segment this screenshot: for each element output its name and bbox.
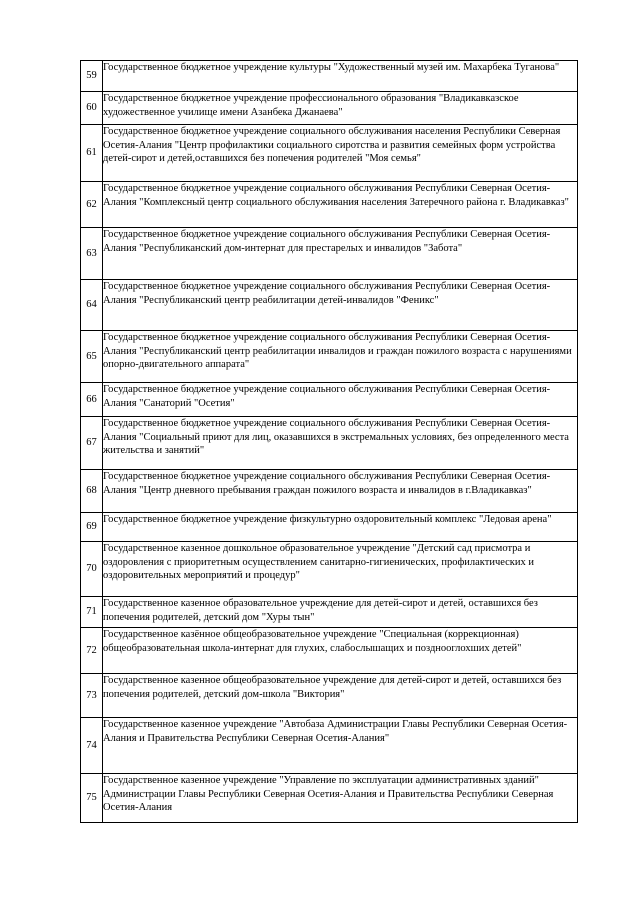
institution-cell — [103, 470, 578, 513]
table-row — [81, 61, 578, 92]
row-number: 73 — [81, 674, 103, 718]
institution-name: Государственное казенное учреждение "Управление по эксплуатации административных зданий" Администрации Главы Республики Северная Осетия-Алания и Правительства Республики Северная Осетия-Алания — [103, 775, 554, 814]
table-row — [81, 513, 578, 542]
row-number: 62 — [81, 182, 103, 228]
table-row — [81, 280, 578, 331]
institution-cell — [103, 182, 578, 228]
institution-cell — [103, 718, 578, 774]
institution-name: Государственное бюджетное учреждение социального обслуживания Республики Северная Осетия-Алания "Республиканский центр реабилитации детей-инвалидов "Феникс" — [103, 281, 551, 306]
table-row — [81, 674, 578, 718]
table-row — [81, 331, 578, 383]
institution-cell — [103, 513, 578, 542]
institution-name: Государственное бюджетное учреждение социального обслуживания Республики Северная Осетия-Алания "Санаторий "Осетия" — [103, 384, 551, 409]
row-number: 70 — [81, 542, 103, 597]
institution-name: Государственное казенное общеобразовательное учреждение для детей-сирот и детей, оставшихся без попечения родителей, детский дом-школа "Виктория" — [103, 675, 562, 700]
institution-name: Государственное бюджетное учреждение социального обслуживания Республики Северная Осетия-Алания "Центр дневного пребывания граждан пожилого возраста и инвалидов в г.Владикавказ" — [103, 471, 551, 496]
table-row — [81, 125, 578, 182]
institution-cell — [103, 280, 578, 331]
table-body — [81, 61, 578, 823]
institution-cell — [103, 383, 578, 417]
row-number: 69 — [81, 513, 103, 542]
institution-name: Государственное казенное дошкольное образовательное учреждение "Детский сад присмотра и оздоровления с приоритетным осуществлением санитарно-гигиенических, профилактических и оздоровительных мероприятий и процедур" — [103, 543, 535, 582]
institution-name: Государственное бюджетное учреждение культуры "Художественный музей им. Махарбека Туганова" — [103, 62, 560, 73]
table-row — [81, 718, 578, 774]
row-number: 63 — [81, 228, 103, 280]
row-number: 74 — [81, 718, 103, 774]
institution-cell — [103, 674, 578, 718]
row-number: 59 — [81, 61, 103, 92]
institution-name: Государственное казенное учреждение "Автобаза Администрации Главы Республики Северная Осетия-Алания и Правительства Республики Северная Осетия-Алания" — [103, 719, 568, 744]
institution-name: Государственное бюджетное учреждение социального обслуживания Республики Северная Осетия-Алания "Республиканский дом-интернат для престарелых и инвалидов "Забота" — [103, 229, 551, 254]
row-number: 68 — [81, 470, 103, 513]
institution-cell — [103, 228, 578, 280]
table-row — [81, 774, 578, 823]
institution-name: Государственное бюджетное учреждение социального обслуживания Республики Северная Осетия-Алания "Комплексный центр социального обслуживания населения Затеречного района г. Владикавказ" — [103, 183, 569, 208]
table-row — [81, 182, 578, 228]
table-row — [81, 597, 578, 628]
table-row — [81, 383, 578, 417]
institution-cell — [103, 125, 578, 182]
institutions-table — [80, 60, 578, 823]
row-number: 67 — [81, 417, 103, 470]
institution-cell — [103, 61, 578, 92]
table-row — [81, 228, 578, 280]
table-row — [81, 628, 578, 674]
institution-cell — [103, 597, 578, 628]
institution-cell — [103, 417, 578, 470]
institution-cell — [103, 331, 578, 383]
table-row — [81, 417, 578, 470]
row-number: 65 — [81, 331, 103, 383]
institution-name: Государственное казённое общеобразовательное учреждение "Специальная (коррекционная) общеобразовательная школа-интернат для глухих, слабослышащих и позднооглохших детей" — [103, 629, 522, 654]
row-number: 64 — [81, 280, 103, 331]
institution-cell — [103, 92, 578, 125]
table-row — [81, 470, 578, 513]
row-number: 72 — [81, 628, 103, 674]
institution-cell — [103, 542, 578, 597]
table-row — [81, 542, 578, 597]
institution-cell — [103, 628, 578, 674]
institution-name: Государственное бюджетное учреждение социального обслуживания Республики Северная Осетия-Алания "Социальный приют для лиц, оказавшихся в экстремальных условиях, без определенного места жительства и занятий" — [103, 418, 569, 457]
row-number: 75 — [81, 774, 103, 823]
institution-name: Государственное бюджетное учреждение профессионального образования "Владикавказское художественное училище имени Азанбека Джанаева" — [103, 93, 519, 118]
row-number: 71 — [81, 597, 103, 628]
institution-name: Государственное бюджетное учреждение социального обслуживания населения Республики Северная Осетия-Алания "Центр профилактики социального сиротства и развития семейных форм устройства детей-сирот и детей,оставшихся без попечения родителей "Моя семья" — [103, 126, 561, 165]
institution-name: Государственное бюджетное учреждение физкультурно оздоровительный комплекс "Ледовая арена" — [103, 514, 552, 525]
institution-name: Государственное бюджетное учреждение социального обслуживания Республики Северная Осетия-Алания "Республиканский центр реабилитации инвалидов и граждан пожилого возраста с нарушениями опорно-двигательного аппарата" — [103, 332, 572, 371]
institution-name: Государственное казенное образовательное учреждение для детей-сирот и детей, оставшихся без попечения родителей, детский дом "Хуры тын" — [103, 598, 538, 623]
table-row — [81, 92, 578, 125]
row-number: 61 — [81, 125, 103, 182]
row-number: 60 — [81, 92, 103, 125]
institution-cell — [103, 774, 578, 823]
row-number: 66 — [81, 383, 103, 417]
